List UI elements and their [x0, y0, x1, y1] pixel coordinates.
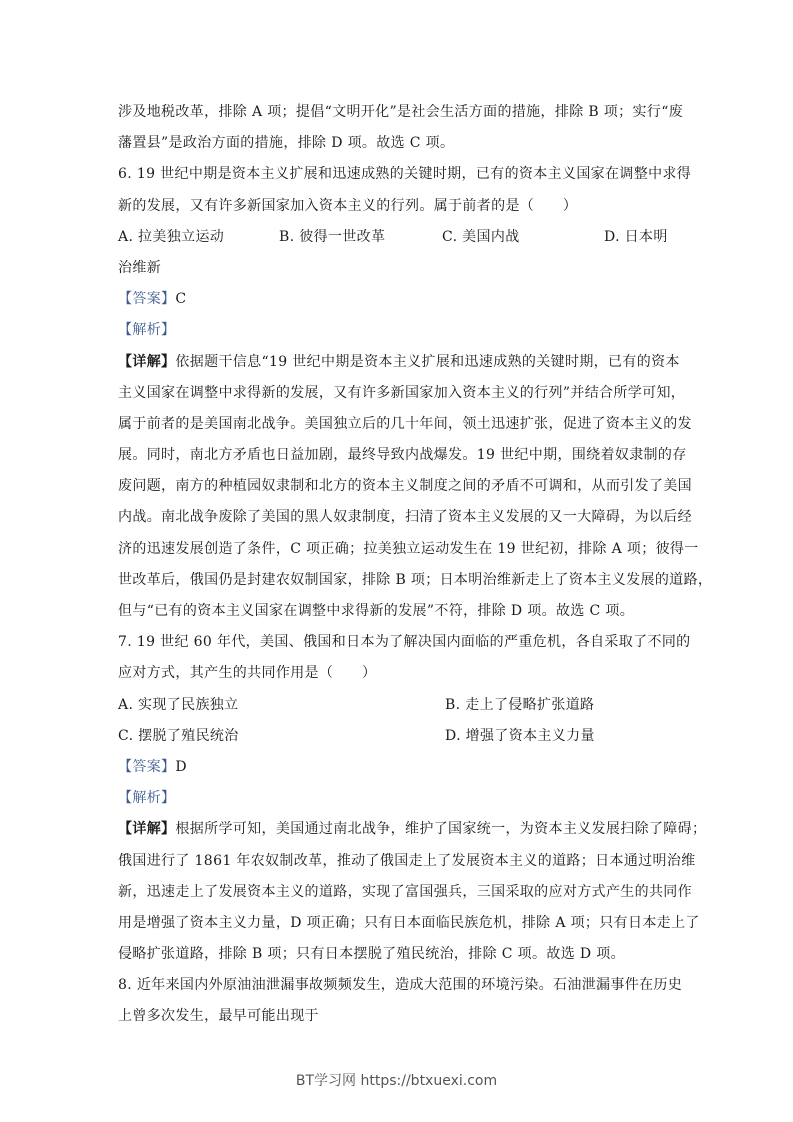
- q7-answer: [118, 755, 678, 786]
- q6-detail-line: 废问题，南方的种植园奴隶制和北方的资本主义制度之间的矛盾不可调和，从而引发了美国: [118, 478, 692, 495]
- q6-detail-line: 但与“已有的资本主义国家在调整中求得新的发展”不符，排除 D 项。故选 C 项。: [118, 603, 635, 619]
- q7-option-a: A. 实现了民族独立: [118, 696, 239, 713]
- text-line: 藩置县”是政治方面的措施，排除 D 项。故选 C 项。: [118, 135, 455, 152]
- q7-stem-line: 应对方式，其产生的共同作用是（ ）: [118, 665, 377, 682]
- q6-detail-line: 属于前者的是美国南北战争。美国独立后的几十年间，领土迅速扩张，促进了资本主义的发: [118, 415, 692, 432]
- q6-option-a: A. 拉美独立运动: [118, 228, 225, 245]
- q6-detail-line: 世改革后，俄国仍是封建农奴制国家，排除 B 项；日本明治维新走上了资本主义发展的道路，: [118, 571, 713, 588]
- q7-detail-line: 用是增强了资本主义力量，D 项正确；只有日本面临民族危机，排除 A 项；只有日本走上了: [118, 914, 700, 931]
- q8-stem-line: 8. 近年来国内外原油油泄漏事故频频发生，造成大范围的环境污染。石油泄漏事件在历史: [118, 977, 683, 994]
- footer-watermark: BT学习网 https://btxuexi.com: [295, 1073, 498, 1089]
- detail-tag: 【详解】: [118, 821, 176, 838]
- q7-stem-line: 7. 19 世纪 60 年代，美国、俄国和日本为了解决国内面临的严重危机，各自采取了不同的: [118, 634, 691, 651]
- answer-tag: 【答案】: [118, 291, 176, 308]
- q7-detail-line: 【详解】根据所学可知，美国通过南北战争，维护了国家统一，为资本主义发展扫除了障碍；: [118, 821, 707, 838]
- q7-analysis: [118, 786, 678, 817]
- q6-stem-line: 新的发展，又有许多新国家加入资本主义的行列。属于前者的是（ ）: [118, 197, 578, 214]
- q6-option-b: B. 彼得一世改革: [279, 228, 386, 245]
- q8-stem-line: 上曾多次发生，最早可能出现于: [118, 1008, 319, 1025]
- answer-value: C: [175, 291, 187, 308]
- q6-option-c: C. 美国内战: [442, 228, 520, 245]
- q7-options-row: [118, 693, 678, 724]
- answer-value: D: [175, 758, 187, 775]
- q6-detail-line: 【详解】依据题干信息“19 世纪中期是资本主义扩展和迅速成熟的关键时期，已有的资本: [118, 353, 680, 370]
- q6-stem-line: 6. 19 世纪中期是资本主义扩展和迅速成熟的关键时期，已有的资本主义国家在调整中求得: [118, 166, 692, 183]
- q6-option-d-wrap: 治维新: [118, 259, 162, 276]
- q6-options: [118, 225, 678, 256]
- analysis-tag: 【解析】: [118, 790, 176, 807]
- q7-option-d: D. 增强了资本主义力量: [445, 727, 595, 744]
- q6-detail-line: 济的迅速发展创造了条件，C 项正确；拉美独立运动发生在 19 世纪初，排除 A 项；彼得一: [118, 540, 699, 557]
- text-line: 涉及地税改革，排除 A 项；提倡“文明开化”是社会生活方面的措施，排除 B 项；实行“废: [118, 104, 684, 120]
- q6-detail-line: 展。同时，南北方矛盾也日益加剧，最终导致内战爆发。19 世纪中期，围绕着奴隶制的存: [118, 447, 687, 464]
- document-page: [118, 100, 713, 1036]
- q6-option-d: D. 日本明: [604, 228, 668, 245]
- detail-tag: 【详解】: [118, 353, 176, 370]
- q7-detail-line: 新，迅速走上了发展资本主义的道路，实现了富国强兵，三国采取的应对方式产生的共同作: [118, 883, 692, 900]
- analysis-tag: 【解析】: [118, 322, 176, 339]
- q7-detail-line: 俄国进行了 1861 年农奴制改革，推动了俄国走上了发展资本主义的道路；日本通过明治维: [118, 852, 696, 869]
- answer-tag: 【答案】: [118, 758, 176, 775]
- q7-option-b: B. 走上了侵略扩张道路: [445, 696, 595, 713]
- q6-answer: [118, 287, 678, 318]
- q7-option-c: C. 摆脱了殖民统治: [118, 727, 239, 744]
- q7-detail-line: 侵略扩张道路，排除 B 项；只有日本摆脱了殖民统治，排除 C 项。故选 D 项。: [118, 946, 625, 963]
- q7-options-row: [118, 724, 678, 755]
- q6-detail-line: 内战。南北战争废除了美国的黑人奴隶制度，扫清了资本主义发展的又一大障碍，为以后经: [118, 509, 692, 526]
- q6-analysis: [118, 318, 678, 349]
- q6-detail-line: 主义国家在调整中求得新的发展，又有许多新国家加入资本主义的行列”并结合所学可知，: [118, 384, 686, 401]
